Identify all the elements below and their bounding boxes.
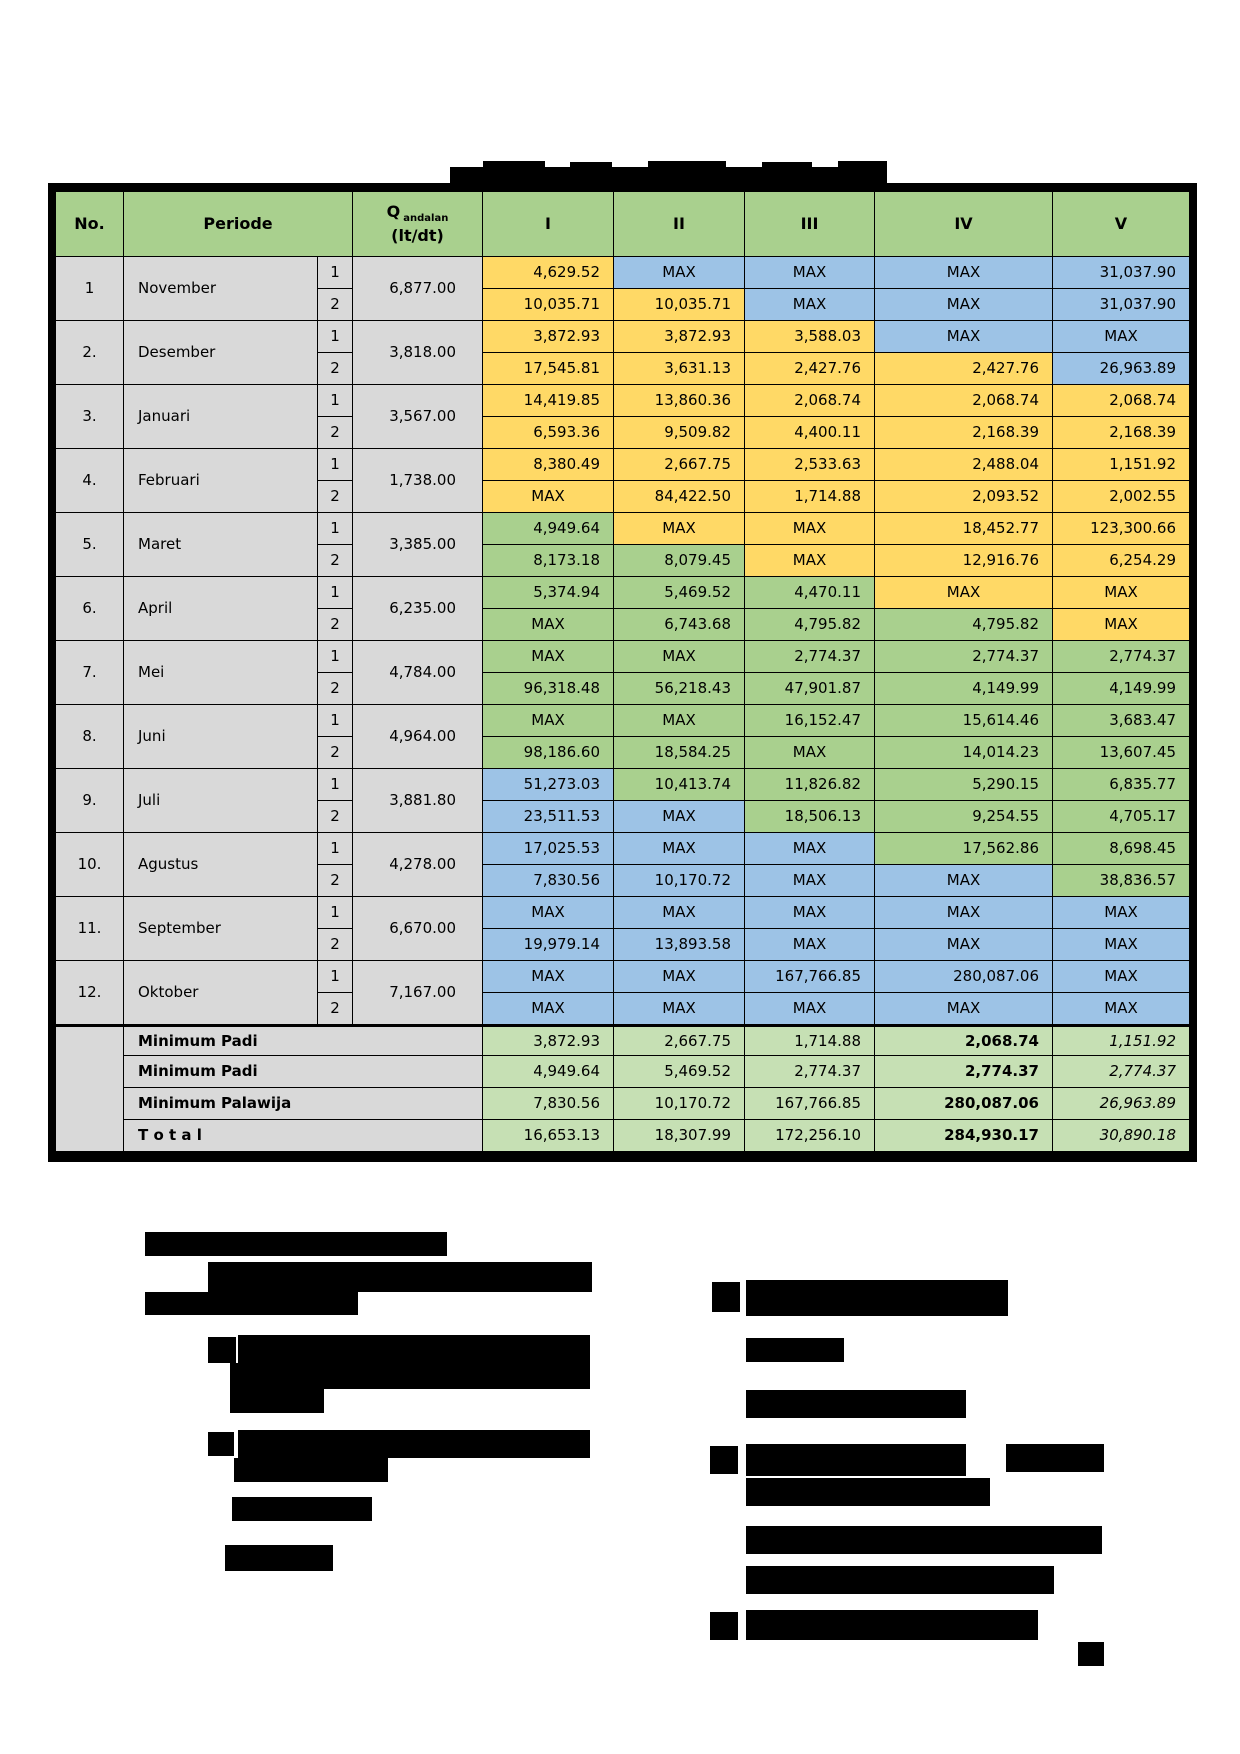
redacted-text-bar: [238, 1335, 590, 1363]
summary-value-cell: 26,963.89: [1053, 1088, 1190, 1120]
value-cell: 10,035.71: [483, 289, 614, 321]
summary-value-cell: 3,872.93: [483, 1025, 614, 1056]
header-periode: Periode: [124, 192, 353, 257]
redacted-text-bar: [1078, 1642, 1104, 1666]
q-andalan-value: 1,738.00: [353, 449, 483, 513]
value-cell: MAX: [1053, 321, 1190, 353]
q-andalan-value: 6,877.00: [353, 257, 483, 321]
month-name: September: [124, 897, 318, 961]
value-cell: MAX: [1053, 929, 1190, 961]
value-cell: MAX: [614, 641, 745, 673]
value-cell: 96,318.48: [483, 673, 614, 705]
value-cell: MAX: [1053, 961, 1190, 993]
value-cell: 13,607.45: [1053, 737, 1190, 769]
value-cell: 26,963.89: [1053, 353, 1190, 385]
value-cell: 9,254.55: [875, 801, 1053, 833]
month-number: 7.: [56, 641, 124, 705]
redacted-title-bar: [762, 162, 812, 169]
value-cell: 10,413.74: [614, 769, 745, 801]
period-index: 1: [318, 385, 353, 417]
value-cell: 2,427.76: [875, 353, 1053, 385]
month-name: Juni: [124, 705, 318, 769]
redacted-title-bar: [570, 162, 612, 169]
period-index: 2: [318, 673, 353, 705]
period-index: 1: [318, 449, 353, 481]
value-cell: 9,509.82: [614, 417, 745, 449]
month-name: Januari: [124, 385, 318, 449]
value-cell: 2,774.37: [875, 641, 1053, 673]
redacted-text-bar: [746, 1444, 966, 1476]
summary-value-cell: 5,469.52: [614, 1056, 745, 1088]
value-cell: 2,533.63: [745, 449, 875, 481]
q-andalan-value: 4,278.00: [353, 833, 483, 897]
month-name: Juli: [124, 769, 318, 833]
value-cell: 5,290.15: [875, 769, 1053, 801]
value-cell: 15,614.46: [875, 705, 1053, 737]
value-cell: 11,826.82: [745, 769, 875, 801]
month-name: Maret: [124, 513, 318, 577]
header-q-unit: (lt/dt): [391, 226, 444, 245]
value-cell: MAX: [1053, 577, 1190, 609]
value-cell: 6,254.29: [1053, 545, 1190, 577]
value-cell: MAX: [875, 577, 1053, 609]
q-andalan-table: [48, 183, 1197, 1162]
header-col-II: II: [614, 192, 745, 257]
summary-label: T o t a l: [124, 1120, 483, 1152]
value-cell: MAX: [745, 993, 875, 1025]
value-cell: 4,949.64: [483, 513, 614, 545]
summary-corner-cell: [56, 1025, 124, 1152]
redacted-text-bar: [746, 1280, 1008, 1316]
value-cell: MAX: [745, 257, 875, 289]
value-cell: MAX: [483, 897, 614, 929]
summary-value-cell: 284,930.17: [875, 1120, 1053, 1152]
value-cell: MAX: [875, 929, 1053, 961]
value-cell: MAX: [745, 737, 875, 769]
value-cell: MAX: [1053, 897, 1190, 929]
summary-value-cell: 2,774.37: [875, 1056, 1053, 1088]
value-cell: 6,835.77: [1053, 769, 1190, 801]
redacted-text-bar: [145, 1292, 358, 1315]
value-cell: 1,714.88: [745, 481, 875, 513]
value-cell: 4,795.82: [745, 609, 875, 641]
value-cell: MAX: [875, 993, 1053, 1025]
value-cell: 56,218.43: [614, 673, 745, 705]
summary-value-cell: 2,667.75: [614, 1025, 745, 1056]
value-cell: MAX: [745, 545, 875, 577]
value-cell: 12,916.76: [875, 545, 1053, 577]
value-cell: 18,452.77: [875, 513, 1053, 545]
value-cell: 8,079.45: [614, 545, 745, 577]
summary-value-cell: 7,830.56: [483, 1088, 614, 1120]
redacted-title-bar: [838, 161, 887, 169]
period-index: 1: [318, 705, 353, 737]
value-cell: 3,631.13: [614, 353, 745, 385]
period-index: 1: [318, 257, 353, 289]
redacted-title-bar: [648, 161, 726, 169]
value-cell: 17,545.81: [483, 353, 614, 385]
month-number: 5.: [56, 513, 124, 577]
redacted-text-bar: [225, 1545, 333, 1571]
value-cell: 7,830.56: [483, 865, 614, 897]
redacted-text-bar: [746, 1390, 966, 1418]
summary-value-cell: 172,256.10: [745, 1120, 875, 1152]
value-cell: MAX: [614, 897, 745, 929]
value-cell: 4,705.17: [1053, 801, 1190, 833]
q-andalan-value: 4,964.00: [353, 705, 483, 769]
value-cell: MAX: [483, 705, 614, 737]
value-cell: 167,766.85: [745, 961, 875, 993]
q-andalan-value: 3,881.80: [353, 769, 483, 833]
redacted-text-bar: [746, 1338, 844, 1362]
redacted-title-bar: [450, 167, 887, 184]
summary-value-cell: 280,087.06: [875, 1088, 1053, 1120]
value-cell: MAX: [1053, 993, 1190, 1025]
month-number: 4.: [56, 449, 124, 513]
value-cell: 17,025.53: [483, 833, 614, 865]
value-cell: MAX: [614, 833, 745, 865]
redacted-text-bar: [238, 1430, 590, 1458]
redacted-text-bar: [746, 1478, 990, 1506]
month-name: November: [124, 257, 318, 321]
value-cell: MAX: [875, 321, 1053, 353]
value-cell: 4,400.11: [745, 417, 875, 449]
summary-value-cell: 1,151.92: [1053, 1025, 1190, 1056]
period-index: 1: [318, 321, 353, 353]
value-cell: MAX: [875, 865, 1053, 897]
value-cell: 18,584.25: [614, 737, 745, 769]
redacted-text-bar: [746, 1610, 1038, 1640]
redacted-text-bar: [208, 1262, 592, 1292]
month-name: Februari: [124, 449, 318, 513]
value-cell: 123,300.66: [1053, 513, 1190, 545]
value-cell: MAX: [614, 705, 745, 737]
redacted-text-bar: [1006, 1444, 1104, 1472]
period-index: 2: [318, 609, 353, 641]
value-cell: 2,068.74: [1053, 385, 1190, 417]
month-number: 2.: [56, 321, 124, 385]
header-col-III: III: [745, 192, 875, 257]
value-cell: 38,836.57: [1053, 865, 1190, 897]
period-index: 1: [318, 769, 353, 801]
value-cell: 98,186.60: [483, 737, 614, 769]
redacted-text-bar: [145, 1232, 447, 1256]
value-cell: MAX: [745, 513, 875, 545]
value-cell: 10,170.72: [614, 865, 745, 897]
value-cell: 2,068.74: [745, 385, 875, 417]
month-number: 10.: [56, 833, 124, 897]
summary-label: Minimum Palawija: [124, 1088, 483, 1120]
value-cell: MAX: [1053, 609, 1190, 641]
value-cell: 3,683.47: [1053, 705, 1190, 737]
value-cell: MAX: [614, 961, 745, 993]
value-cell: 14,014.23: [875, 737, 1053, 769]
period-index: 2: [318, 737, 353, 769]
period-index: 1: [318, 577, 353, 609]
value-cell: 17,562.86: [875, 833, 1053, 865]
header-q-symbol: Q $_{andalan}$: [386, 202, 449, 225]
value-cell: 51,273.03: [483, 769, 614, 801]
value-cell: 13,893.58: [614, 929, 745, 961]
summary-value-cell: 30,890.18: [1053, 1120, 1190, 1152]
q-andalan-value: 3,567.00: [353, 385, 483, 449]
summary-value-cell: 167,766.85: [745, 1088, 875, 1120]
header-col-V: V: [1053, 192, 1190, 257]
value-cell: MAX: [483, 609, 614, 641]
value-cell: MAX: [614, 993, 745, 1025]
period-index: 2: [318, 353, 353, 385]
month-number: 3.: [56, 385, 124, 449]
q-andalan-value: 3,385.00: [353, 513, 483, 577]
q-andalan-table-grid: [56, 192, 1190, 1152]
value-cell: 23,511.53: [483, 801, 614, 833]
summary-value-cell: 2,774.37: [1053, 1056, 1190, 1088]
month-number: 6.: [56, 577, 124, 641]
value-cell: 4,795.82: [875, 609, 1053, 641]
q-andalan-value: 6,235.00: [353, 577, 483, 641]
value-cell: MAX: [745, 865, 875, 897]
value-cell: 2,427.76: [745, 353, 875, 385]
value-cell: 3,872.93: [483, 321, 614, 353]
value-cell: 4,149.99: [875, 673, 1053, 705]
month-number: 12.: [56, 961, 124, 1025]
period-index: 1: [318, 897, 353, 929]
redacted-text-bar: [208, 1432, 234, 1456]
redacted-text-bar: [710, 1612, 738, 1640]
redacted-text-bar: [746, 1526, 1102, 1554]
value-cell: MAX: [614, 257, 745, 289]
period-index: 2: [318, 417, 353, 449]
q-andalan-value: 6,670.00: [353, 897, 483, 961]
month-number: 8.: [56, 705, 124, 769]
redacted-text-bar: [234, 1458, 388, 1482]
summary-value-cell: 10,170.72: [614, 1088, 745, 1120]
summary-value-cell: 18,307.99: [614, 1120, 745, 1152]
value-cell: MAX: [745, 929, 875, 961]
value-cell: 4,470.11: [745, 577, 875, 609]
value-cell: 6,743.68: [614, 609, 745, 641]
month-name: Oktober: [124, 961, 318, 1025]
period-index: 1: [318, 833, 353, 865]
value-cell: 31,037.90: [1053, 289, 1190, 321]
redacted-text-bar: [712, 1282, 740, 1312]
value-cell: 2,093.52: [875, 481, 1053, 513]
summary-value-cell: 16,653.13: [483, 1120, 614, 1152]
month-name: Desember: [124, 321, 318, 385]
header-no: No.: [56, 192, 124, 257]
value-cell: 5,469.52: [614, 577, 745, 609]
value-cell: 2,068.74: [875, 385, 1053, 417]
value-cell: 2,774.37: [1053, 641, 1190, 673]
month-number: 11.: [56, 897, 124, 961]
period-index: 2: [318, 993, 353, 1025]
month-name: Mei: [124, 641, 318, 705]
month-number: 1: [56, 257, 124, 321]
value-cell: 5,374.94: [483, 577, 614, 609]
value-cell: 16,152.47: [745, 705, 875, 737]
summary-value-cell: 2,774.37: [745, 1056, 875, 1088]
value-cell: 8,380.49: [483, 449, 614, 481]
header-col-IV: IV: [875, 192, 1053, 257]
value-cell: 10,035.71: [614, 289, 745, 321]
value-cell: 2,002.55: [1053, 481, 1190, 513]
month-number: 9.: [56, 769, 124, 833]
value-cell: 2,168.39: [875, 417, 1053, 449]
value-cell: MAX: [875, 289, 1053, 321]
value-cell: 280,087.06: [875, 961, 1053, 993]
value-cell: 18,506.13: [745, 801, 875, 833]
summary-label: Minimum Padi: [124, 1056, 483, 1088]
value-cell: MAX: [483, 481, 614, 513]
header-q-andalan: [353, 192, 483, 257]
month-name: Agustus: [124, 833, 318, 897]
value-cell: MAX: [875, 897, 1053, 929]
value-cell: 4,149.99: [1053, 673, 1190, 705]
period-index: 2: [318, 929, 353, 961]
value-cell: MAX: [875, 257, 1053, 289]
redacted-text-bar: [232, 1497, 372, 1521]
q-andalan-value: 3,818.00: [353, 321, 483, 385]
period-index: 2: [318, 481, 353, 513]
value-cell: 31,037.90: [1053, 257, 1190, 289]
redacted-text-bar: [710, 1446, 738, 1474]
value-cell: 2,488.04: [875, 449, 1053, 481]
value-cell: MAX: [745, 289, 875, 321]
value-cell: 8,173.18: [483, 545, 614, 577]
value-cell: 3,872.93: [614, 321, 745, 353]
value-cell: 13,860.36: [614, 385, 745, 417]
value-cell: 19,979.14: [483, 929, 614, 961]
redacted-text-bar: [746, 1566, 1054, 1594]
value-cell: MAX: [483, 961, 614, 993]
header-col-I: I: [483, 192, 614, 257]
value-cell: 14,419.85: [483, 385, 614, 417]
value-cell: 84,422.50: [614, 481, 745, 513]
value-cell: 4,629.52: [483, 257, 614, 289]
value-cell: 3,588.03: [745, 321, 875, 353]
redacted-text-bar: [230, 1389, 324, 1413]
month-name: April: [124, 577, 318, 641]
value-cell: MAX: [483, 993, 614, 1025]
summary-value-cell: 4,949.64: [483, 1056, 614, 1088]
q-andalan-value: 7,167.00: [353, 961, 483, 1025]
summary-value-cell: 2,068.74: [875, 1025, 1053, 1056]
value-cell: 2,774.37: [745, 641, 875, 673]
period-index: 2: [318, 865, 353, 897]
period-index: 1: [318, 513, 353, 545]
period-index: 2: [318, 545, 353, 577]
period-index: 1: [318, 641, 353, 673]
value-cell: 1,151.92: [1053, 449, 1190, 481]
q-andalan-value: 4,784.00: [353, 641, 483, 705]
value-cell: 8,698.45: [1053, 833, 1190, 865]
value-cell: 2,667.75: [614, 449, 745, 481]
redacted-title-bar: [483, 161, 545, 169]
value-cell: MAX: [483, 641, 614, 673]
period-index: 2: [318, 289, 353, 321]
period-index: 1: [318, 961, 353, 993]
value-cell: 6,593.36: [483, 417, 614, 449]
value-cell: 47,901.87: [745, 673, 875, 705]
value-cell: MAX: [745, 833, 875, 865]
value-cell: 2,168.39: [1053, 417, 1190, 449]
value-cell: MAX: [745, 897, 875, 929]
summary-value-cell: 1,714.88: [745, 1025, 875, 1056]
redacted-text-bar: [208, 1337, 236, 1363]
period-index: 2: [318, 801, 353, 833]
redacted-text-bar: [230, 1363, 590, 1389]
value-cell: MAX: [614, 513, 745, 545]
summary-label: Minimum Padi: [124, 1025, 483, 1056]
value-cell: MAX: [614, 801, 745, 833]
